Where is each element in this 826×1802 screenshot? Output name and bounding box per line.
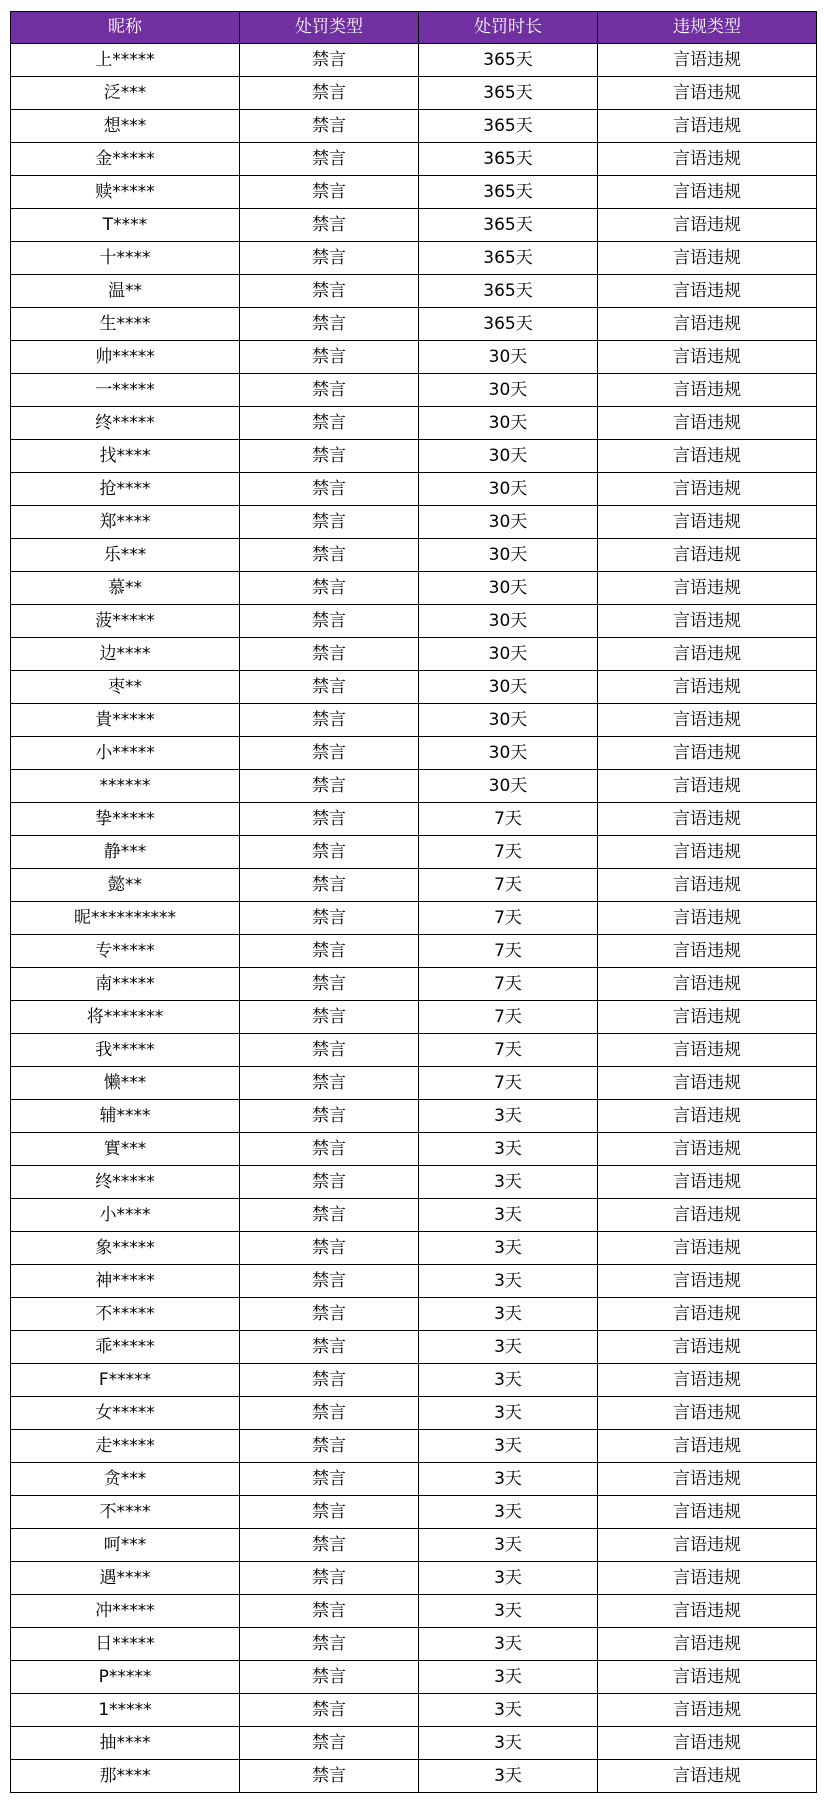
- cell-nickname: 边****: [11, 638, 240, 671]
- table-row: [11, 1562, 817, 1595]
- cell-nickname: 懒***: [11, 1067, 240, 1100]
- cell-penalty-type: 禁言: [240, 1463, 419, 1496]
- cell-violation-type: 言语违规: [598, 539, 817, 572]
- cell-violation-type: 言语违规: [598, 374, 817, 407]
- cell-nickname: 小*****: [11, 737, 240, 770]
- cell-violation-type: 言语违规: [598, 1298, 817, 1331]
- cell-violation-type: 言语违规: [598, 1430, 817, 1463]
- cell-nickname: T****: [11, 209, 240, 242]
- cell-penalty-duration: 365天: [419, 209, 598, 242]
- cell-violation-type: 言语违规: [598, 1628, 817, 1661]
- cell-penalty-duration: 365天: [419, 44, 598, 77]
- cell-nickname: 金*****: [11, 143, 240, 176]
- cell-penalty-duration: 30天: [419, 440, 598, 473]
- table-row: [11, 308, 817, 341]
- cell-penalty-type: 禁言: [240, 1133, 419, 1166]
- table-header: [11, 12, 817, 44]
- cell-nickname: 昵**********: [11, 902, 240, 935]
- cell-violation-type: 言语违规: [598, 1133, 817, 1166]
- cell-nickname: 小****: [11, 1199, 240, 1232]
- cell-penalty-duration: 3天: [419, 1727, 598, 1760]
- cell-penalty-duration: 3天: [419, 1760, 598, 1793]
- table-row: [11, 77, 817, 110]
- cell-nickname: 贪***: [11, 1463, 240, 1496]
- cell-penalty-duration: 3天: [419, 1496, 598, 1529]
- cell-penalty-duration: 30天: [419, 341, 598, 374]
- cell-penalty-duration: 7天: [419, 968, 598, 1001]
- table-row: [11, 1067, 817, 1100]
- cell-nickname: P*****: [11, 1661, 240, 1694]
- cell-violation-type: 言语违规: [598, 1463, 817, 1496]
- cell-violation-type: 言语违规: [598, 770, 817, 803]
- cell-nickname: 菠*****: [11, 605, 240, 638]
- table-row: [11, 1100, 817, 1133]
- cell-nickname: 女*****: [11, 1397, 240, 1430]
- cell-penalty-type: 禁言: [240, 803, 419, 836]
- cell-penalty-type: 禁言: [240, 704, 419, 737]
- cell-violation-type: 言语违规: [598, 1199, 817, 1232]
- cell-nickname: 十****: [11, 242, 240, 275]
- cell-penalty-type: 禁言: [240, 1397, 419, 1430]
- cell-penalty-duration: 365天: [419, 77, 598, 110]
- cell-penalty-duration: 3天: [419, 1397, 598, 1430]
- cell-nickname: 泛***: [11, 77, 240, 110]
- cell-penalty-type: 禁言: [240, 374, 419, 407]
- table-row: [11, 44, 817, 77]
- table-row: [11, 1364, 817, 1397]
- table-row: [11, 671, 817, 704]
- table-row: [11, 1727, 817, 1760]
- cell-penalty-duration: 30天: [419, 704, 598, 737]
- cell-violation-type: 言语违规: [598, 1694, 817, 1727]
- table-row: [11, 1298, 817, 1331]
- cell-nickname: 冲*****: [11, 1595, 240, 1628]
- cell-nickname: F*****: [11, 1364, 240, 1397]
- cell-violation-type: 言语违规: [598, 44, 817, 77]
- table-row: [11, 242, 817, 275]
- cell-penalty-duration: 7天: [419, 803, 598, 836]
- table-row: [11, 110, 817, 143]
- cell-penalty-type: 禁言: [240, 1760, 419, 1793]
- table-row: [11, 1199, 817, 1232]
- cell-nickname: 郑****: [11, 506, 240, 539]
- cell-nickname: 抢****: [11, 473, 240, 506]
- cell-violation-type: 言语违规: [598, 1034, 817, 1067]
- cell-penalty-type: 禁言: [240, 407, 419, 440]
- table-row: [11, 770, 817, 803]
- cell-penalty-duration: 3天: [419, 1661, 598, 1694]
- table-row: [11, 1331, 817, 1364]
- cell-penalty-duration: 3天: [419, 1298, 598, 1331]
- table-row: [11, 1595, 817, 1628]
- cell-penalty-duration: 30天: [419, 770, 598, 803]
- cell-penalty-type: 禁言: [240, 770, 419, 803]
- cell-penalty-type: 禁言: [240, 836, 419, 869]
- table-row: [11, 440, 817, 473]
- cell-nickname: 终*****: [11, 407, 240, 440]
- cell-penalty-duration: 365天: [419, 242, 598, 275]
- cell-penalty-duration: 365天: [419, 308, 598, 341]
- cell-violation-type: 言语违规: [598, 869, 817, 902]
- cell-penalty-type: 禁言: [240, 77, 419, 110]
- cell-penalty-duration: 3天: [419, 1100, 598, 1133]
- table-body: [11, 44, 817, 1793]
- cell-penalty-duration: 7天: [419, 902, 598, 935]
- table-row: [11, 1034, 817, 1067]
- cell-nickname: 走*****: [11, 1430, 240, 1463]
- cell-penalty-duration: 7天: [419, 836, 598, 869]
- cell-penalty-duration: 30天: [419, 737, 598, 770]
- cell-violation-type: 言语违规: [598, 803, 817, 836]
- table-row: [11, 539, 817, 572]
- cell-violation-type: 言语违规: [598, 77, 817, 110]
- cell-penalty-duration: 30天: [419, 539, 598, 572]
- cell-penalty-type: 禁言: [240, 1529, 419, 1562]
- cell-penalty-duration: 30天: [419, 572, 598, 605]
- cell-violation-type: 言语违规: [598, 407, 817, 440]
- cell-penalty-type: 禁言: [240, 209, 419, 242]
- cell-violation-type: 言语违规: [598, 737, 817, 770]
- table-row: [11, 1661, 817, 1694]
- cell-nickname: 那****: [11, 1760, 240, 1793]
- header-penalty-type: 处罚类型: [240, 12, 419, 44]
- cell-violation-type: 言语违规: [598, 935, 817, 968]
- cell-nickname: 将*******: [11, 1001, 240, 1034]
- cell-violation-type: 言语违规: [598, 1529, 817, 1562]
- cell-violation-type: 言语违规: [598, 1232, 817, 1265]
- table-row: [11, 143, 817, 176]
- cell-penalty-duration: 3天: [419, 1364, 598, 1397]
- cell-penalty-type: 禁言: [240, 1727, 419, 1760]
- cell-nickname: 上*****: [11, 44, 240, 77]
- cell-violation-type: 言语违规: [598, 341, 817, 374]
- cell-violation-type: 言语违规: [598, 1727, 817, 1760]
- cell-penalty-type: 禁言: [240, 1001, 419, 1034]
- cell-penalty-duration: 365天: [419, 275, 598, 308]
- cell-nickname: 生****: [11, 308, 240, 341]
- cell-violation-type: 言语违规: [598, 902, 817, 935]
- cell-penalty-duration: 3天: [419, 1166, 598, 1199]
- cell-penalty-duration: 365天: [419, 110, 598, 143]
- cell-penalty-type: 禁言: [240, 308, 419, 341]
- cell-violation-type: 言语违规: [598, 1166, 817, 1199]
- cell-violation-type: 言语违规: [598, 506, 817, 539]
- table-row: [11, 1166, 817, 1199]
- table-row: [11, 869, 817, 902]
- cell-violation-type: 言语违规: [598, 110, 817, 143]
- cell-violation-type: 言语违规: [598, 605, 817, 638]
- cell-penalty-type: 禁言: [240, 176, 419, 209]
- cell-penalty-type: 禁言: [240, 242, 419, 275]
- cell-violation-type: 言语违规: [598, 1364, 817, 1397]
- table-row: [11, 1529, 817, 1562]
- cell-penalty-duration: 365天: [419, 176, 598, 209]
- table-row: [11, 935, 817, 968]
- cell-nickname: 挚*****: [11, 803, 240, 836]
- table-row: [11, 902, 817, 935]
- cell-nickname: 南*****: [11, 968, 240, 1001]
- table-row: [11, 1232, 817, 1265]
- table-row: [11, 407, 817, 440]
- cell-violation-type: 言语违规: [598, 671, 817, 704]
- cell-nickname: 专*****: [11, 935, 240, 968]
- cell-penalty-type: 禁言: [240, 1595, 419, 1628]
- cell-penalty-duration: 30天: [419, 605, 598, 638]
- cell-penalty-duration: 3天: [419, 1430, 598, 1463]
- cell-penalty-duration: 365天: [419, 143, 598, 176]
- cell-nickname: 一*****: [11, 374, 240, 407]
- table-row: [11, 1628, 817, 1661]
- cell-penalty-type: 禁言: [240, 671, 419, 704]
- cell-penalty-type: 禁言: [240, 1199, 419, 1232]
- cell-penalty-type: 禁言: [240, 1100, 419, 1133]
- cell-penalty-type: 禁言: [240, 1232, 419, 1265]
- cell-penalty-type: 禁言: [240, 1034, 419, 1067]
- table-row: [11, 605, 817, 638]
- cell-penalty-duration: 30天: [419, 407, 598, 440]
- table-row: [11, 1463, 817, 1496]
- cell-penalty-duration: 3天: [419, 1463, 598, 1496]
- header-violation-type: 违规类型: [598, 12, 817, 44]
- cell-violation-type: 言语违规: [598, 1067, 817, 1100]
- cell-violation-type: 言语违规: [598, 638, 817, 671]
- cell-nickname: 遇****: [11, 1562, 240, 1595]
- cell-penalty-duration: 30天: [419, 374, 598, 407]
- table-row: [11, 1760, 817, 1793]
- table-row: [11, 803, 817, 836]
- table-row: [11, 176, 817, 209]
- cell-nickname: 帅*****: [11, 341, 240, 374]
- cell-penalty-type: 禁言: [240, 506, 419, 539]
- table-row: [11, 737, 817, 770]
- cell-penalty-duration: 7天: [419, 935, 598, 968]
- cell-penalty-type: 禁言: [240, 143, 419, 176]
- cell-nickname: 乖*****: [11, 1331, 240, 1364]
- cell-nickname: 慕**: [11, 572, 240, 605]
- cell-nickname: 静***: [11, 836, 240, 869]
- cell-violation-type: 言语违规: [598, 1661, 817, 1694]
- table-row: [11, 506, 817, 539]
- cell-violation-type: 言语违规: [598, 143, 817, 176]
- table-row: [11, 1496, 817, 1529]
- cell-violation-type: 言语违规: [598, 1595, 817, 1628]
- cell-violation-type: 言语违规: [598, 1001, 817, 1034]
- cell-violation-type: 言语违规: [598, 836, 817, 869]
- cell-penalty-duration: 7天: [419, 869, 598, 902]
- cell-penalty-duration: 30天: [419, 473, 598, 506]
- cell-penalty-type: 禁言: [240, 1166, 419, 1199]
- cell-violation-type: 言语违规: [598, 1265, 817, 1298]
- cell-nickname: 實***: [11, 1133, 240, 1166]
- cell-violation-type: 言语违规: [598, 440, 817, 473]
- table-row: [11, 704, 817, 737]
- cell-nickname: 温**: [11, 275, 240, 308]
- cell-penalty-duration: 3天: [419, 1265, 598, 1298]
- table-row: [11, 1430, 817, 1463]
- cell-penalty-duration: 3天: [419, 1133, 598, 1166]
- cell-nickname: 呵***: [11, 1529, 240, 1562]
- cell-violation-type: 言语违规: [598, 1760, 817, 1793]
- cell-penalty-type: 禁言: [240, 539, 419, 572]
- header-nickname: 昵称: [11, 12, 240, 44]
- header-row: [11, 12, 817, 44]
- cell-penalty-type: 禁言: [240, 341, 419, 374]
- cell-penalty-type: 禁言: [240, 902, 419, 935]
- cell-violation-type: 言语违规: [598, 1397, 817, 1430]
- cell-penalty-duration: 3天: [419, 1694, 598, 1727]
- cell-penalty-duration: 7天: [419, 1034, 598, 1067]
- cell-penalty-type: 禁言: [240, 44, 419, 77]
- cell-nickname: 抽****: [11, 1727, 240, 1760]
- cell-penalty-type: 禁言: [240, 1661, 419, 1694]
- cell-penalty-type: 禁言: [240, 605, 419, 638]
- cell-violation-type: 言语违规: [598, 209, 817, 242]
- cell-nickname: 乐***: [11, 539, 240, 572]
- cell-penalty-duration: 3天: [419, 1595, 598, 1628]
- table-row: [11, 209, 817, 242]
- cell-penalty-duration: 3天: [419, 1562, 598, 1595]
- cell-violation-type: 言语违规: [598, 242, 817, 275]
- table-row: [11, 1397, 817, 1430]
- cell-penalty-type: 禁言: [240, 935, 419, 968]
- cell-penalty-type: 禁言: [240, 737, 419, 770]
- cell-violation-type: 言语违规: [598, 176, 817, 209]
- cell-nickname: 终*****: [11, 1166, 240, 1199]
- cell-nickname: 赎*****: [11, 176, 240, 209]
- cell-penalty-type: 禁言: [240, 1496, 419, 1529]
- cell-violation-type: 言语违规: [598, 968, 817, 1001]
- table-row: [11, 374, 817, 407]
- cell-violation-type: 言语违规: [598, 1496, 817, 1529]
- cell-nickname: 辅****: [11, 1100, 240, 1133]
- cell-penalty-type: 禁言: [240, 440, 419, 473]
- cell-violation-type: 言语违规: [598, 572, 817, 605]
- cell-violation-type: 言语违规: [598, 473, 817, 506]
- cell-violation-type: 言语违规: [598, 1100, 817, 1133]
- cell-nickname: 不****: [11, 1496, 240, 1529]
- cell-nickname: 1*****: [11, 1694, 240, 1727]
- cell-nickname: 神*****: [11, 1265, 240, 1298]
- cell-nickname: 懿**: [11, 869, 240, 902]
- table-row: [11, 275, 817, 308]
- cell-penalty-type: 禁言: [240, 1628, 419, 1661]
- cell-penalty-duration: 3天: [419, 1331, 598, 1364]
- table-row: [11, 968, 817, 1001]
- cell-nickname: 我*****: [11, 1034, 240, 1067]
- cell-penalty-duration: 3天: [419, 1232, 598, 1265]
- cell-penalty-type: 禁言: [240, 1331, 419, 1364]
- cell-violation-type: 言语违规: [598, 1562, 817, 1595]
- cell-penalty-type: 禁言: [240, 1562, 419, 1595]
- cell-penalty-duration: 3天: [419, 1529, 598, 1562]
- cell-penalty-type: 禁言: [240, 110, 419, 143]
- cell-penalty-duration: 3天: [419, 1628, 598, 1661]
- cell-penalty-type: 禁言: [240, 572, 419, 605]
- cell-penalty-duration: 30天: [419, 638, 598, 671]
- cell-penalty-type: 禁言: [240, 1364, 419, 1397]
- table-row: [11, 572, 817, 605]
- cell-violation-type: 言语违规: [598, 1331, 817, 1364]
- cell-violation-type: 言语违规: [598, 308, 817, 341]
- cell-penalty-duration: 30天: [419, 506, 598, 539]
- cell-nickname: 想***: [11, 110, 240, 143]
- cell-penalty-type: 禁言: [240, 638, 419, 671]
- cell-penalty-type: 禁言: [240, 968, 419, 1001]
- cell-penalty-type: 禁言: [240, 1430, 419, 1463]
- cell-penalty-duration: 30天: [419, 671, 598, 704]
- cell-nickname: ******: [11, 770, 240, 803]
- cell-nickname: 不*****: [11, 1298, 240, 1331]
- table-row: [11, 1694, 817, 1727]
- penalty-table: [10, 11, 817, 1793]
- cell-nickname: 找****: [11, 440, 240, 473]
- table-row: [11, 1001, 817, 1034]
- table-row: [11, 1265, 817, 1298]
- cell-penalty-type: 禁言: [240, 473, 419, 506]
- table-row: [11, 341, 817, 374]
- cell-penalty-type: 禁言: [240, 1067, 419, 1100]
- cell-nickname: 貴*****: [11, 704, 240, 737]
- cell-nickname: 象*****: [11, 1232, 240, 1265]
- cell-penalty-type: 禁言: [240, 1694, 419, 1727]
- cell-nickname: 枣**: [11, 671, 240, 704]
- cell-penalty-duration: 3天: [419, 1199, 598, 1232]
- table-row: [11, 638, 817, 671]
- cell-penalty-type: 禁言: [240, 869, 419, 902]
- header-penalty-duration: 处罚时长: [419, 12, 598, 44]
- table-row: [11, 836, 817, 869]
- cell-penalty-type: 禁言: [240, 1298, 419, 1331]
- cell-violation-type: 言语违规: [598, 275, 817, 308]
- cell-penalty-type: 禁言: [240, 275, 419, 308]
- table-row: [11, 473, 817, 506]
- cell-violation-type: 言语违规: [598, 704, 817, 737]
- cell-nickname: 日*****: [11, 1628, 240, 1661]
- table-row: [11, 1133, 817, 1166]
- cell-penalty-type: 禁言: [240, 1265, 419, 1298]
- cell-penalty-duration: 7天: [419, 1067, 598, 1100]
- cell-penalty-duration: 7天: [419, 1001, 598, 1034]
